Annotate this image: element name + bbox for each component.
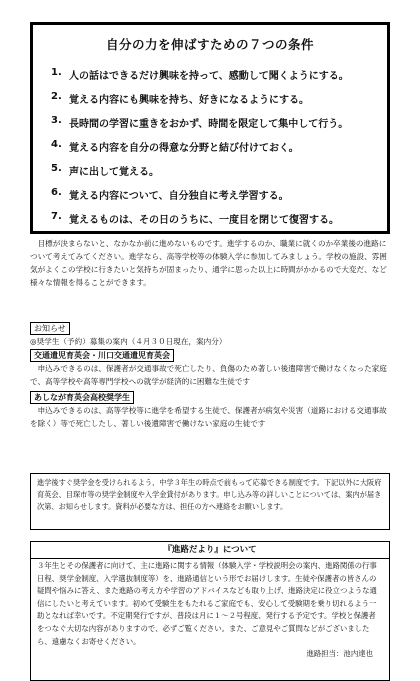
condition-number: 5. <box>51 163 62 174</box>
condition-item <box>51 139 381 163</box>
intro-paragraph: 目標が決まらないと、なかなか前に進めないものです。進学するのか、職業に就くのか卒業後の進路について考えてみてください。進学なら、高等学校等の体験入学に参加してみましょう。学校の施設、雰囲気がよくこの学校に行きたいと気持ちが固まったり、通学に思った以上に時間がかかるので大変だ、など様々な情報を得ることができます。 <box>30 239 387 287</box>
scholarship-heading: ◎奨学生（予約）募集の案内（４月３０日現在，案内分） <box>30 337 227 346</box>
condition-number: 2. <box>51 91 62 102</box>
news-text: ３年生とその保護者に向けて、主に進路に関する情報（体験入学・学校説明会の案内、進路関係の行事日程、奨学金制度、入学選抜制度等）を、進路通信という形でお届けします。生徒や保護者の皆さんの疑問や悩みに答え、また進路の考え方や学習のアドバイスなども取り上げ、進路決定に役立つような通信にしたいと考えています。初めて受験生をもたれるご家庭でも、安心して受験期を乗り切れるよう一助となれば幸いです。不定期発行ですが、普段は月に１〜２号程度、発行する予定です。学校と保護者をつなぐ大切な内容がありますので、必ずご覧ください。また、ご意見やご質問などがございましたら、遠慮なくお寄せください。 <box>37 561 377 646</box>
condition-item <box>51 115 381 139</box>
section-heading-ashinaga: あしなが育英会高校奨学生 <box>30 391 134 404</box>
section-body-traffic: 申込みできるのは、保護者が交通事故で死亡したり、負傷のため著しい後遺障害で働けなくなった家庭で、高等学校や高等専門学校への就学が経済的に困難な生徒です <box>30 364 387 386</box>
conditions-list <box>51 67 381 235</box>
condition-item <box>51 91 381 115</box>
condition-item <box>51 187 381 211</box>
news-signature: 進路担当：池内達也 <box>306 649 373 659</box>
condition-number: 3. <box>51 115 62 126</box>
note-box <box>30 473 390 530</box>
condition-number: 6. <box>51 187 62 198</box>
condition-text: 人の話はできるだけ興味を持って、感動して聞くようにする。 <box>69 71 349 82</box>
news-body <box>37 560 383 661</box>
condition-item <box>51 163 381 187</box>
condition-number: 4. <box>51 139 62 150</box>
section-heading-traffic: 交通遺児育英会・川口交通遺児育英会 <box>30 349 174 362</box>
notice-label: お知らせ <box>30 322 70 335</box>
condition-item <box>51 211 381 235</box>
condition-item <box>51 67 381 91</box>
condition-text: 声に出して覚える。 <box>69 167 159 178</box>
section-body-ashinaga: 申込みできるのは、高等学校等に進学を希望する生徒で、保護者が病気や災害（道路における交通事故を除く）等で死亡したし、著しい後遺障害で働けない家庭の生徒です <box>30 406 387 428</box>
news-title: 『進路だより』について <box>31 542 389 559</box>
conditions-frame <box>30 22 390 234</box>
conditions-title: 自分の力を伸ばすための７つの条件 <box>105 37 314 52</box>
news-box <box>30 541 390 681</box>
condition-text: 覚える内容にも興味を持ち、好きになるようにする。 <box>69 95 309 106</box>
condition-number: 7. <box>51 211 62 222</box>
condition-text: 覚える内容について、自分独自に考え学習する。 <box>69 191 289 202</box>
condition-text: 覚える内容を自分の得意な分野と結び付けておく。 <box>69 143 299 154</box>
note-text: 進学後すぐ奨学金を受けられるよう、中学３年生の時点で前もって応募できる制度です。下記以外に大阪府育英会、目琛市等の奨学金制度や入学金貸付があります。申し込み等の詳しいことについては、案内が届き次第、お知らせします。資料が必要な方は、担任の方へ連絡をお願いします。 <box>37 478 382 511</box>
condition-text: 長時間の学習に重きをおかず、時間を限定して集中して行う。 <box>69 119 349 130</box>
condition-number: 1. <box>51 67 62 78</box>
condition-text: 覚えるものは、その日のうちに、一度目を閉じて復習する。 <box>69 215 339 226</box>
